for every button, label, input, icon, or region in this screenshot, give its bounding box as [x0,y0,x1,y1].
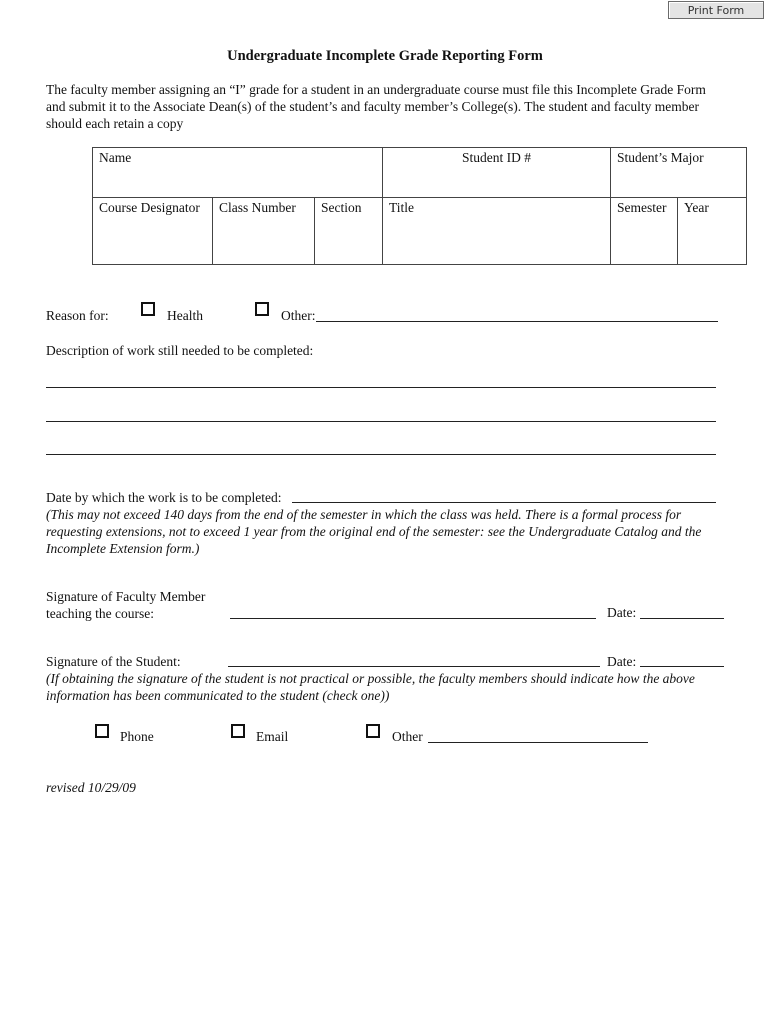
description-input-line-1[interactable] [46,387,716,388]
class-number-label: Class Number [219,200,296,215]
class-number-field[interactable] [213,198,315,265]
completion-note-line: (This may not exceed 140 days from the end of the semester in which the class was held. There is a formal process for [46,507,682,522]
student-signature-label: Signature of the Student: [46,654,181,669]
course-designator-field[interactable] [93,198,213,265]
intro-line: The faculty member assigning an “I” grade for a student in an undergraduate course must file this Incomplete Grade Form [46,82,706,97]
name-label: Name [99,150,132,165]
phone-checkbox[interactable] [95,724,109,738]
student-id-field[interactable] [383,148,611,198]
semester-label: Semester [617,200,667,215]
student-course-info-table [92,147,747,265]
student-signature-input[interactable] [228,666,600,667]
year-field[interactable] [678,198,747,265]
reason-label: Reason for: [46,308,109,323]
intro-paragraph [46,81,736,132]
name-field[interactable] [93,148,383,198]
other-reason-input[interactable] [316,321,718,322]
student-date-input[interactable] [640,666,724,667]
student-signature-note [46,670,695,704]
email-checkbox[interactable] [231,724,245,738]
faculty-signature-input[interactable] [230,618,596,619]
course-designator-label: Course Designator [99,200,200,215]
student-major-field[interactable] [611,148,747,198]
completion-date-label: Date by which the work is to be completed: [46,490,282,505]
completion-date-input[interactable] [292,502,716,503]
other-method-input[interactable] [428,742,648,743]
course-title-field[interactable] [383,198,611,265]
phone-label: Phone [120,729,154,744]
completion-note [46,506,701,557]
revised-date: revised 10/29/09 [46,780,136,795]
other-method-checkbox[interactable] [366,724,380,738]
section-label: Section [321,200,362,215]
faculty-date-input[interactable] [640,618,724,619]
completion-note-line: requesting extensions, not to exceed 1 year from the original end of the semester: see the Undergraduate Catalog and the [46,524,702,539]
health-label: Health [167,308,203,323]
faculty-signature-label-line: teaching the course: [46,606,154,621]
other-reason-checkbox[interactable] [255,302,269,316]
other-reason-label: Other: [281,308,316,323]
student-major-label: Student’s Major [617,150,704,165]
description-label: Description of work still needed to be completed: [46,343,314,358]
student-note-line: (If obtaining the signature of the student is not practical or possible, the faculty members should indicate how the above [46,671,695,686]
faculty-signature-label [46,588,205,622]
other-method-label: Other [392,729,423,744]
completion-note-line: Incomplete Extension form.) [46,541,200,556]
semester-field[interactable] [611,198,678,265]
student-id-label: Student ID # [462,150,531,165]
course-title-label: Title [389,200,415,215]
form-title: Undergraduate Incomplete Grade Reporting Form [227,48,543,64]
year-label: Year [684,200,709,215]
description-input-line-2[interactable] [46,421,716,422]
section-field[interactable] [315,198,383,265]
description-input-line-3[interactable] [46,454,716,455]
health-checkbox[interactable] [141,302,155,316]
intro-line: should each retain a copy [46,116,184,131]
print-form-button[interactable]: Print Form [668,1,764,19]
faculty-signature-label-line: Signature of Faculty Member [46,589,206,604]
faculty-date-label: Date: [607,605,637,620]
intro-line: and submit it to the Associate Dean(s) of the student’s and faculty member’s College(s). The student and faculty member [46,99,699,114]
email-label: Email [256,729,289,744]
student-date-label: Date: [607,654,637,669]
student-note-line: information has been communicated to the student (check one)) [46,688,390,703]
